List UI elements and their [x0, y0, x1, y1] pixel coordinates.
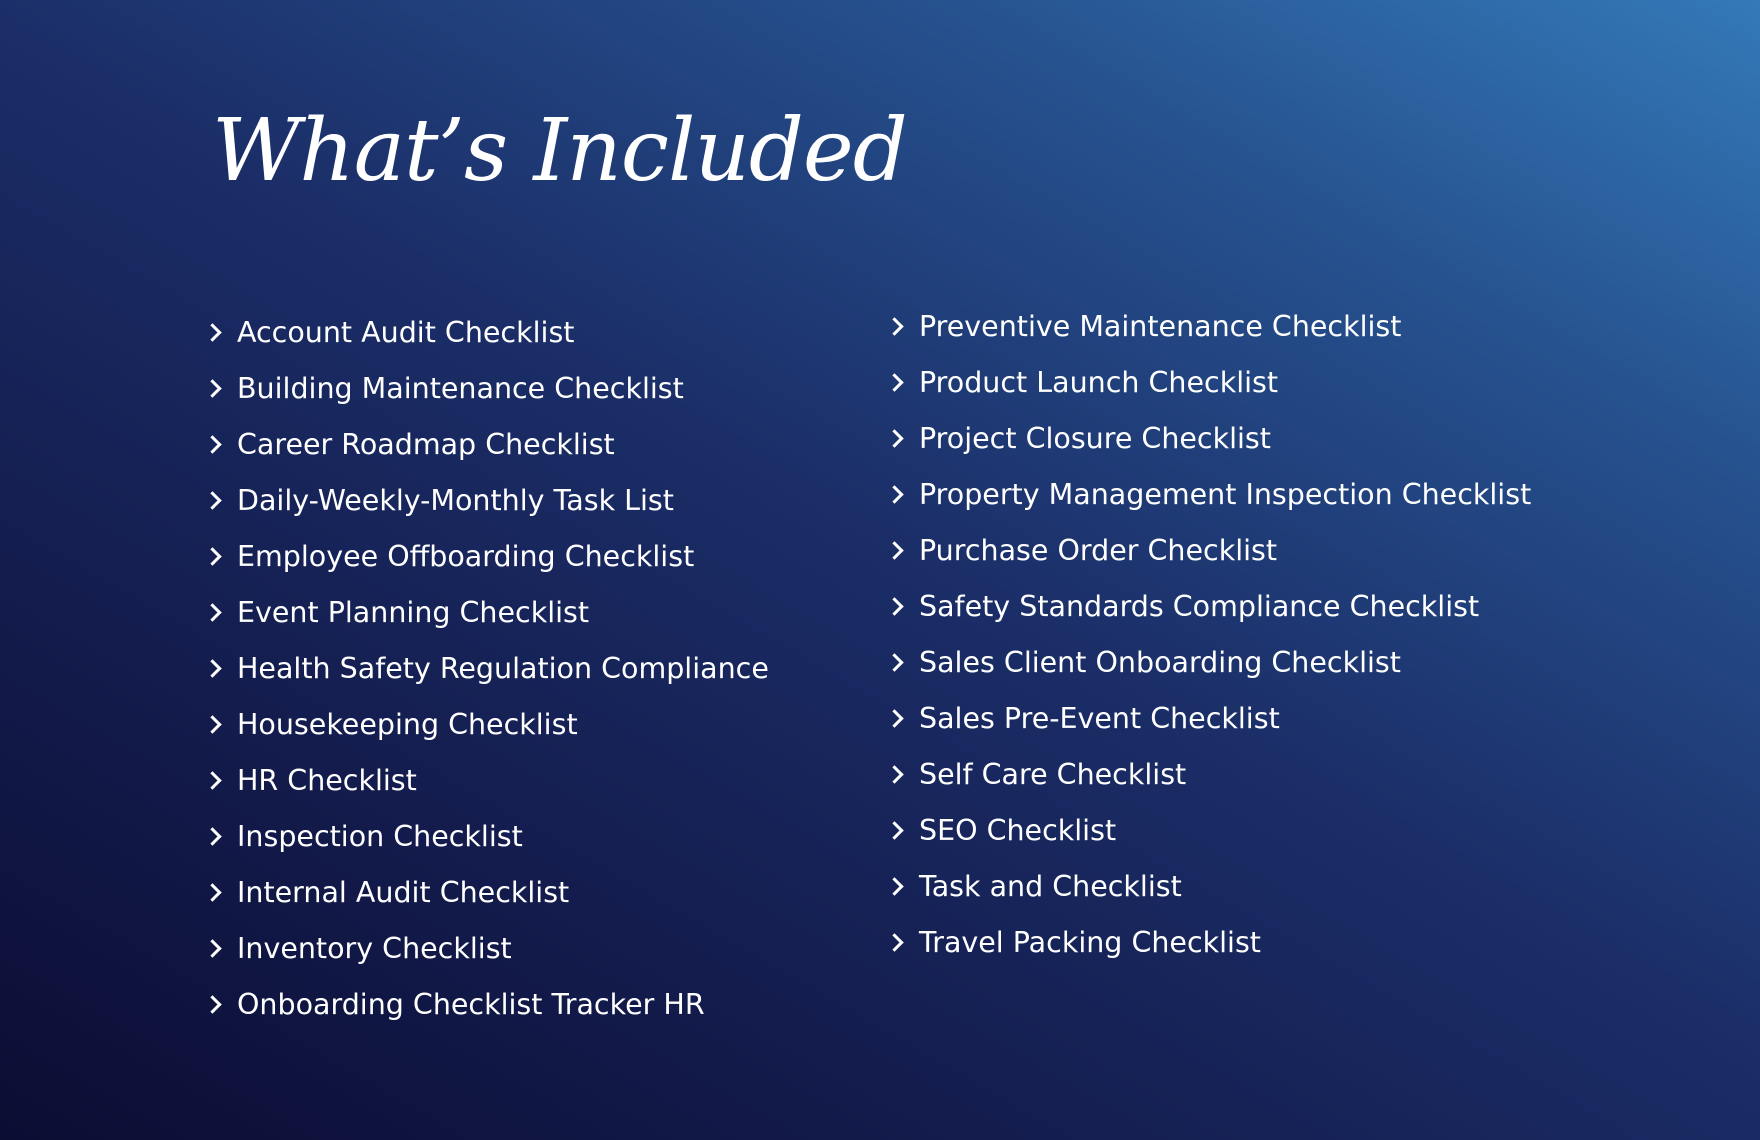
chevron-right-icon [885, 933, 903, 951]
checklist-right-column [888, 298, 1531, 970]
list-item-label: Career Roadmap Checklist [237, 427, 615, 461]
list-item [888, 466, 1531, 522]
chevron-right-icon [885, 317, 903, 335]
chevron-right-icon [203, 771, 221, 789]
list-item [888, 298, 1531, 354]
list-item [888, 802, 1531, 858]
list-item-label: Daily-Weekly-Monthly Task List [237, 483, 674, 517]
list-item-label: Employee Offboarding Checklist [237, 539, 695, 573]
list-item-label: Task and Checklist [919, 869, 1182, 903]
list-item-label: Preventive Maintenance Checklist [919, 309, 1402, 343]
list-item [206, 696, 769, 752]
list-item [206, 472, 769, 528]
list-item-label: Product Launch Checklist [919, 365, 1279, 399]
list-item-label: Housekeeping Checklist [237, 707, 578, 741]
list-item-label: Inventory Checklist [237, 931, 512, 965]
chevron-right-icon [203, 827, 221, 845]
list-item [888, 690, 1531, 746]
list-item-label: Self Care Checklist [919, 757, 1187, 791]
list-item-label: Safety Standards Compliance Checklist [919, 589, 1480, 623]
list-item [206, 976, 769, 1032]
checklist-left-column [206, 304, 769, 1032]
chevron-right-icon [885, 485, 903, 503]
list-item-label: Purchase Order Checklist [919, 533, 1278, 567]
list-item-label: SEO Checklist [919, 813, 1117, 847]
chevron-right-icon [885, 821, 903, 839]
list-item [888, 746, 1531, 802]
list-item-label: Health Safety Regulation Compliance [237, 651, 769, 685]
chevron-right-icon [885, 429, 903, 447]
page-title: What’s Included [212, 101, 907, 201]
chevron-right-icon [203, 435, 221, 453]
list-item-label: Sales Pre-Event Checklist [919, 701, 1280, 735]
list-item-label: Travel Packing Checklist [919, 925, 1261, 959]
list-item [206, 416, 769, 472]
list-item [888, 410, 1531, 466]
chevron-right-icon [203, 883, 221, 901]
list-item [888, 354, 1531, 410]
chevron-right-icon [203, 323, 221, 341]
chevron-right-icon [885, 653, 903, 671]
chevron-right-icon [885, 373, 903, 391]
list-item [206, 752, 769, 808]
list-item [206, 640, 769, 696]
chevron-right-icon [203, 995, 221, 1013]
list-item [888, 858, 1531, 914]
list-item [206, 304, 769, 360]
list-item-label: Internal Audit Checklist [237, 875, 570, 909]
chevron-right-icon [203, 659, 221, 677]
chevron-right-icon [885, 541, 903, 559]
list-item [888, 578, 1531, 634]
chevron-right-icon [885, 877, 903, 895]
chevron-right-icon [203, 379, 221, 397]
list-item-label: Building Maintenance Checklist [237, 371, 684, 405]
list-item [206, 920, 769, 976]
list-item-label: Property Management Inspection Checklist [919, 477, 1532, 511]
list-item [206, 360, 769, 416]
chevron-right-icon [885, 597, 903, 615]
list-item-label: Project Closure Checklist [919, 421, 1271, 455]
chevron-right-icon [203, 715, 221, 733]
list-item [206, 528, 769, 584]
list-item-label: HR Checklist [237, 763, 417, 797]
list-item [888, 914, 1531, 970]
list-item [206, 584, 769, 640]
list-item [206, 864, 769, 920]
list-item-label: Account Audit Checklist [237, 315, 575, 349]
list-item-label: Sales Client Onboarding Checklist [919, 645, 1401, 679]
list-item [888, 634, 1531, 690]
chevron-right-icon [885, 765, 903, 783]
chevron-right-icon [885, 709, 903, 727]
list-item-label: Event Planning Checklist [237, 595, 590, 629]
chevron-right-icon [203, 547, 221, 565]
list-item-label: Onboarding Checklist Tracker HR [237, 987, 705, 1021]
list-item-label: Inspection Checklist [237, 819, 523, 853]
chevron-right-icon [203, 491, 221, 509]
list-item [888, 522, 1531, 578]
list-item [206, 808, 769, 864]
chevron-right-icon [203, 603, 221, 621]
chevron-right-icon [203, 939, 221, 957]
